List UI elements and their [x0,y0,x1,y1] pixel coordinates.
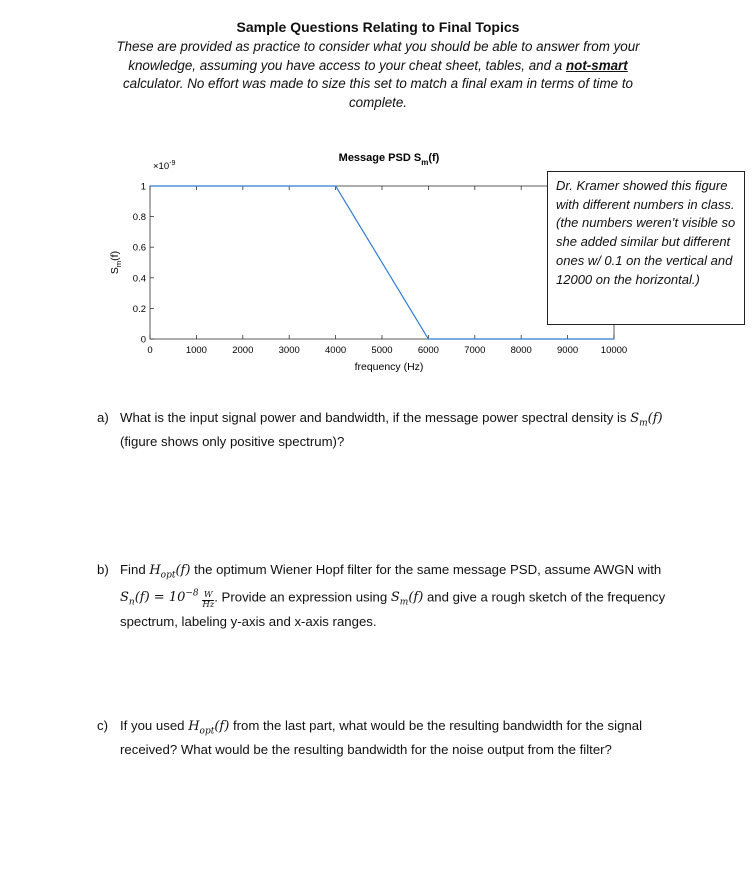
y-tick-label: 0.8 [132,212,146,224]
chart-title: Message PSD $S_m(f)$ [338,152,440,167]
note-box: Dr. Kramer showed this figure with different numbers in class. (the numbers weren’t visible so she added similar but different ones w/ 0.1 on the vertical and 12000 on the horizontal.) [547,171,745,325]
sn-symbol: $S_n(f) = 10^{-8}$ [120,589,199,609]
x-tick-label: 8000 [510,345,532,356]
y-axis-label: $S_m(f)$ [109,250,123,275]
y-tick-label: 0.6 [132,242,146,254]
sm-symbol-b: $S_m(f)$ [390,590,424,609]
psd-series-line [150,186,614,339]
subtitle-text-1: These are provided as practice to consider what you should be able to answer from your knowledge, assuming you have access to your cheat sheet, tables, and a [116,39,640,73]
x-tick-label: 0 [147,345,153,356]
x-axis-label: frequency (Hz) [354,361,424,373]
question-a [97,409,677,452]
y-axis-exponent: $\times 10^{-9}$ [153,160,176,172]
question-a-text-2: (figure shows only positive spectrum)? [120,434,345,450]
question-c [97,717,677,760]
x-tick-labels [147,345,627,356]
y-tick-label: 0 [140,334,146,346]
x-tick-label: 3000 [278,345,300,356]
y-tick-labels [133,182,146,346]
question-b [97,561,677,631]
page-subtitle [98,38,658,112]
subtitle-text-2: calculator. No effort was made to size this set to match a final exam in terms of time to complete. [122,76,634,110]
question-a-text-1: What is the input signal power and bandwidth, if the message power spectral density is [120,410,631,425]
question-c-body: If you used $H_{opt}(f)$ from the last part, what would be the resulting bandwidth for the signal received? What would be the resulting bandwidth for the noise output from the filter? [120,718,643,758]
y-tick-label: 0.2 [132,303,146,315]
y-tick-label: 1 [140,181,146,193]
x-tick-label: 4000 [325,345,347,356]
hopt-symbol: $H_{opt}(f)$ [149,563,191,581]
question-b-letter: b) [97,562,109,577]
watts-per-hz-fraction: $\frac{W}{Hz}$ [202,590,215,611]
x-tick-label: 9000 [557,345,579,356]
y-tick-label: 0.4 [132,273,146,285]
subtitle-emphasis: not-smart [565,57,628,73]
x-tick-label: 1000 [185,345,207,356]
x-tick-label: 5000 [371,345,393,356]
page-title: Sample Questions Relating to Final Topics [236,19,520,35]
x-tick-label: 2000 [232,345,254,356]
sm-symbol: $S_m(f)$ [630,411,663,429]
question-b-body: Find $H_{opt}(f)$ the optimum Wiener Hopf filter for the same message PSD, assume AWGN with $S_n(f) = 10^{-8}$ $\frac{W}{Hz}$ . Provide an expression using $S_m(f)$ and give a rough sketch of the frequency spectrum, labeling y-axis and x-axis ranges. [120,562,666,629]
hopt-symbol-c: $H_{opt}(f)$ [188,719,230,737]
x-tick-label: 10000 [600,345,628,356]
question-c-letter: c) [97,718,108,733]
question-a-letter: a) [97,410,109,425]
x-tick-label: 7000 [464,345,486,356]
page-header [0,18,756,112]
question-a-body [120,409,677,452]
x-tick-label: 6000 [417,345,439,356]
